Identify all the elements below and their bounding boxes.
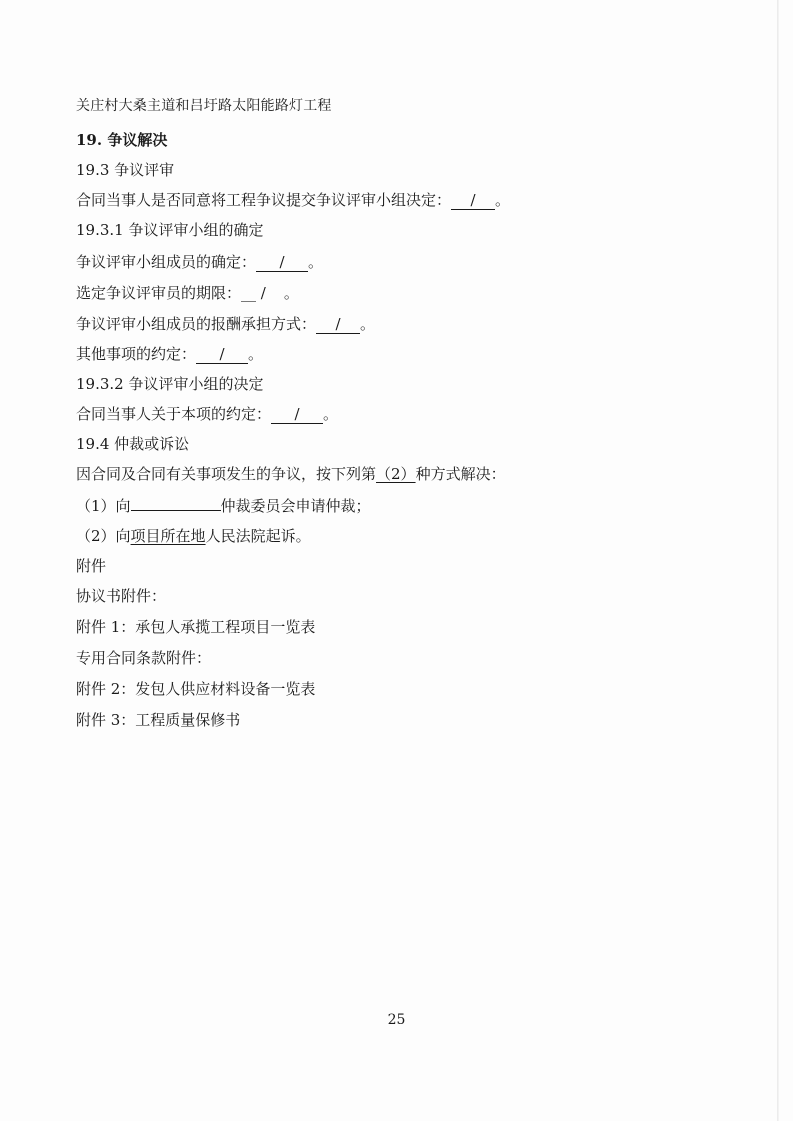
fee-line xyxy=(76,314,375,334)
resolution-end: 种方式解决： xyxy=(415,465,506,483)
decision-end: 。 xyxy=(323,405,339,423)
resolution-text: 因合同及合同有关事项发生的争议，按下列第 xyxy=(76,465,377,483)
fee-answer: / xyxy=(316,316,360,334)
option-2-prefix: （2）向 xyxy=(76,527,131,545)
option-1-line xyxy=(76,496,371,516)
term-end: 。 xyxy=(283,284,299,302)
section-19-heading: 19. 争议解决 xyxy=(76,131,168,149)
other-matters-line xyxy=(76,344,263,364)
option-1-prefix: （1）向 xyxy=(76,497,131,515)
term-text: 选定争议评审员的期限： xyxy=(76,284,242,302)
running-header: 关庄村大桑主道和吕圩路太阳能路灯工程 xyxy=(76,98,332,114)
question-end: 。 xyxy=(495,191,511,209)
fee-text: 争议评审小组成员的报酬承担方式： xyxy=(76,315,317,333)
option-1-blank xyxy=(131,510,221,511)
option-1-text: 仲裁委员会申请仲裁； xyxy=(220,497,371,515)
option-2-text: 人民法院起诉。 xyxy=(205,527,311,545)
attachment-2: 附件 2：发包人供应材料设备一览表 xyxy=(76,680,316,698)
other-answer: / xyxy=(196,346,248,364)
term-answer: __ / xyxy=(241,284,266,302)
term-line xyxy=(76,283,299,303)
members-answer: / xyxy=(256,254,308,272)
page-number: 25 xyxy=(387,1012,406,1028)
members-text: 争议评审小组成员的确定： xyxy=(76,253,257,271)
resolution-choice: （2） xyxy=(376,465,416,483)
members-end: 。 xyxy=(308,253,324,271)
section-19-3-2-heading: 19.3.2 争议评审小组的决定 xyxy=(76,375,264,393)
decision-text: 合同当事人关于本项的约定： xyxy=(76,405,272,423)
question-text: 合同当事人是否同意将工程争议提交争议评审小组决定： xyxy=(76,191,452,209)
attachment-1: 附件 1：承包人承揽工程项目一览表 xyxy=(76,618,316,636)
agreement-attachments-heading: 协议书附件： xyxy=(76,587,167,605)
option-2-line xyxy=(76,526,311,546)
attachments-heading: 附件 xyxy=(76,557,107,575)
special-attachments-heading: 专用合同条款附件： xyxy=(76,649,212,667)
dispute-review-question xyxy=(76,190,510,210)
fee-end: 。 xyxy=(360,315,376,333)
section-19-3-heading: 19.3 争议评审 xyxy=(76,161,175,179)
other-text: 其他事项的约定： xyxy=(76,345,197,363)
resolution-line xyxy=(76,464,506,484)
other-end: 。 xyxy=(248,345,264,363)
page-edge xyxy=(777,0,779,1121)
members-line xyxy=(76,252,323,272)
attachment-3: 附件 3：工程质量保修书 xyxy=(76,711,241,729)
section-19-3-1-heading: 19.3.1 争议评审小组的确定 xyxy=(76,221,264,239)
question-answer: / xyxy=(451,192,495,210)
decision-line xyxy=(76,404,338,424)
option-2-court: 项目所在地 xyxy=(130,527,206,545)
decision-answer: / xyxy=(271,406,323,424)
section-19-4-heading: 19.4 仲裁或诉讼 xyxy=(76,435,190,453)
